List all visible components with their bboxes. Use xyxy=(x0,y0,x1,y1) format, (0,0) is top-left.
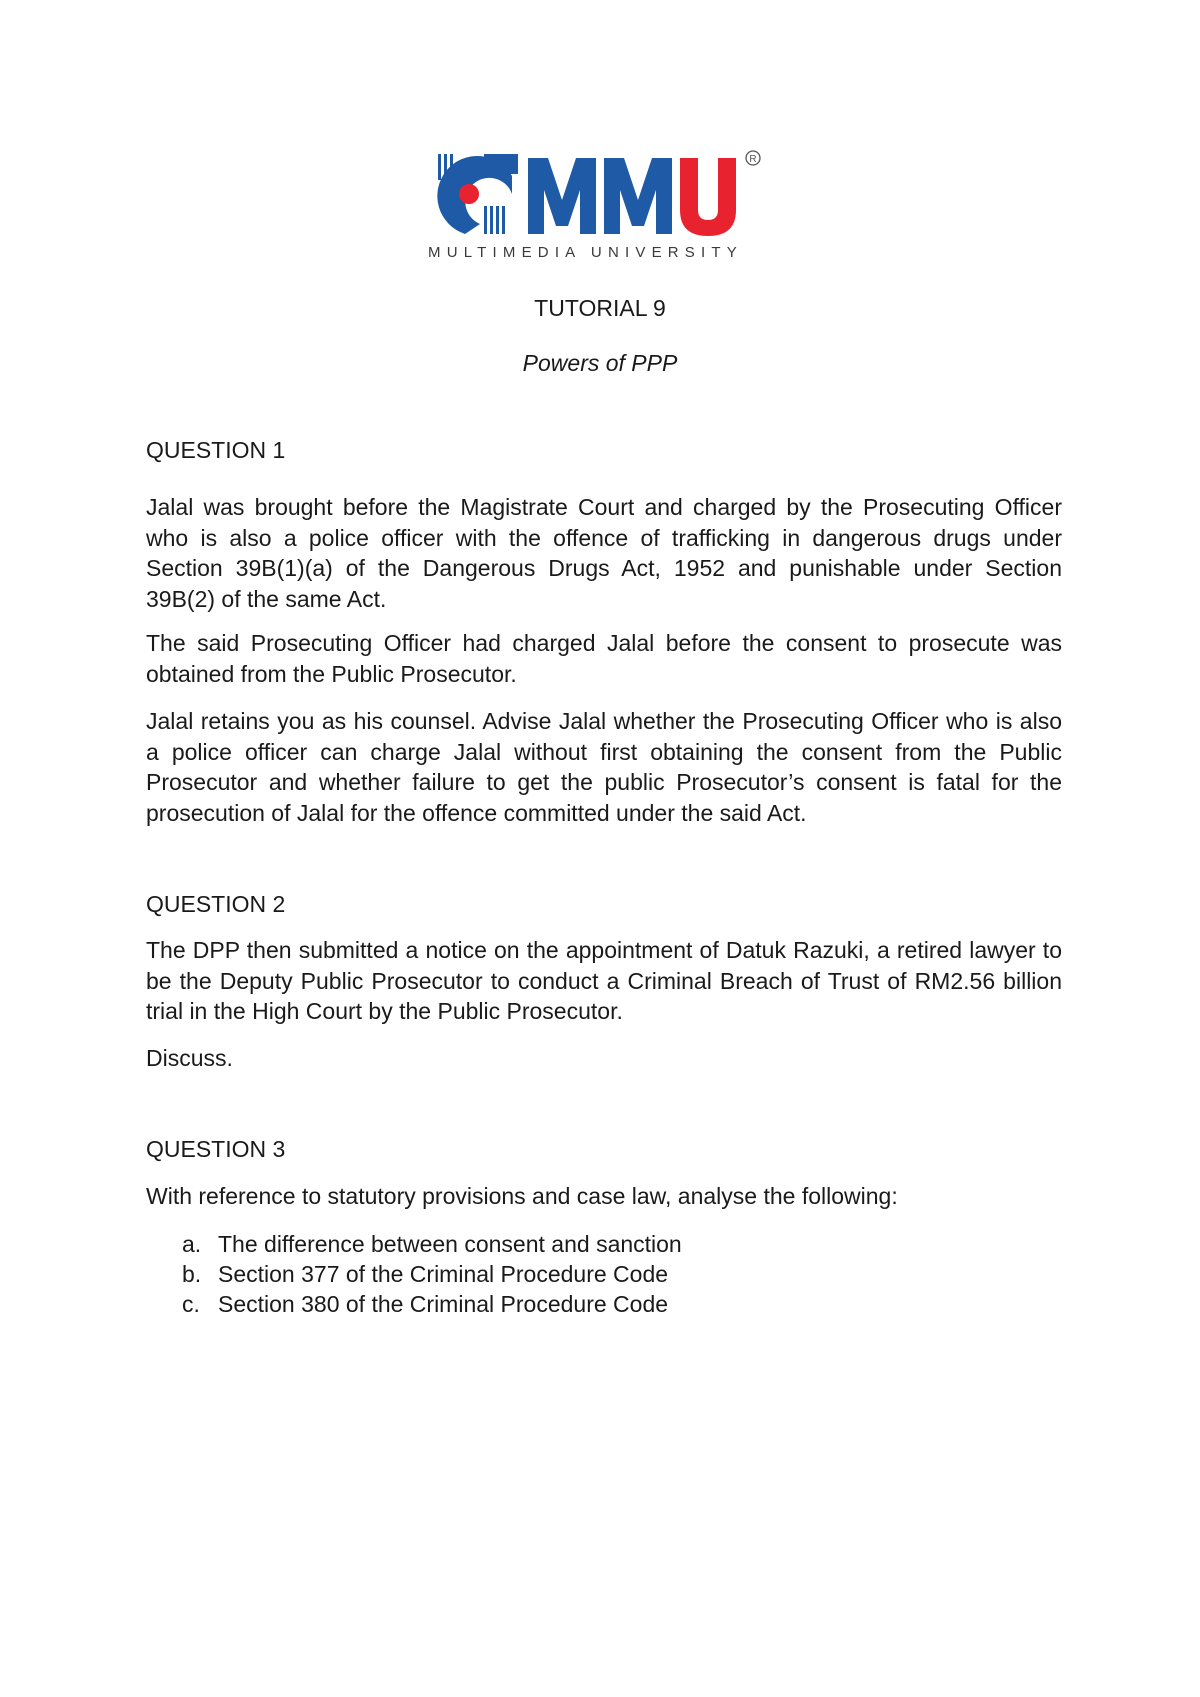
question-2-paragraph-2: Discuss. xyxy=(146,1045,233,1071)
list-item-text: Section 377 of the Criminal Procedure Code xyxy=(218,1261,669,1287)
question-3-paragraph-1: With reference to statutory provisions and case law, analyse the following: xyxy=(146,1183,898,1209)
list-item-text: The difference between consent and sanction xyxy=(218,1231,682,1257)
list-item xyxy=(182,1229,682,1259)
registered-mark-icon xyxy=(746,151,760,165)
list-item-text: Section 380 of the Criminal Procedure Code xyxy=(218,1291,669,1317)
logo-emblem-icon xyxy=(437,154,518,234)
list-item-marker: b. xyxy=(182,1261,202,1287)
logo-letter-m2 xyxy=(604,158,672,234)
question-1-paragraph-2: The said Prosecuting Officer had charged Jalal before the consent to prosecute was obtained from the Public Prosecutor. xyxy=(146,630,1062,687)
question-3-list xyxy=(182,1229,682,1319)
list-item xyxy=(182,1289,682,1319)
question-2-heading: QUESTION 2 xyxy=(146,891,286,917)
logo-subtitle: MULTIMEDIA UNIVERSITY xyxy=(428,244,743,261)
mmu-logo xyxy=(420,146,790,264)
document-title: TUTORIAL 9 xyxy=(534,295,666,321)
list-item-marker: a. xyxy=(182,1231,202,1257)
question-1-paragraph-3: Jalal retains you as his counsel. Advise Jalal whether the Prosecuting Officer who is also a police officer can charge Jalal without first obtaining the consent from the Public Prosecutor and whether failure to get the public Prosecutor’s consent is fatal for the prosecution of Jalal for the offence committed under the said Act. xyxy=(146,708,1062,826)
list-item-marker: c. xyxy=(182,1291,200,1317)
question-3-heading: QUESTION 3 xyxy=(146,1136,286,1162)
logo-letter-m1 xyxy=(528,158,596,234)
logo-letter-u xyxy=(680,158,736,236)
question-1-heading: QUESTION 1 xyxy=(146,437,286,463)
question-1-paragraph-1: Jalal was brought before the Magistrate Court and charged by the Prosecuting Officer who is also a police officer with the offence of trafficking in dangerous drugs under Section 39B(1)(a) of the Dangerous Drugs Act, 1952 and punishable under Section 39B(2) of the same Act. xyxy=(146,494,1062,612)
svg-text:R: R xyxy=(749,154,757,165)
document-subtitle: Powers of PPP xyxy=(522,350,678,376)
question-2-paragraph-1: The DPP then submitted a notice on the appointment of Datuk Razuki, a retired lawyer to be the Deputy Public Prosecutor to conduct a Criminal Breach of Trust of RM2.56 billion trial in the High Court by the Public Prosecutor. xyxy=(146,937,1062,1024)
list-item xyxy=(182,1259,682,1289)
